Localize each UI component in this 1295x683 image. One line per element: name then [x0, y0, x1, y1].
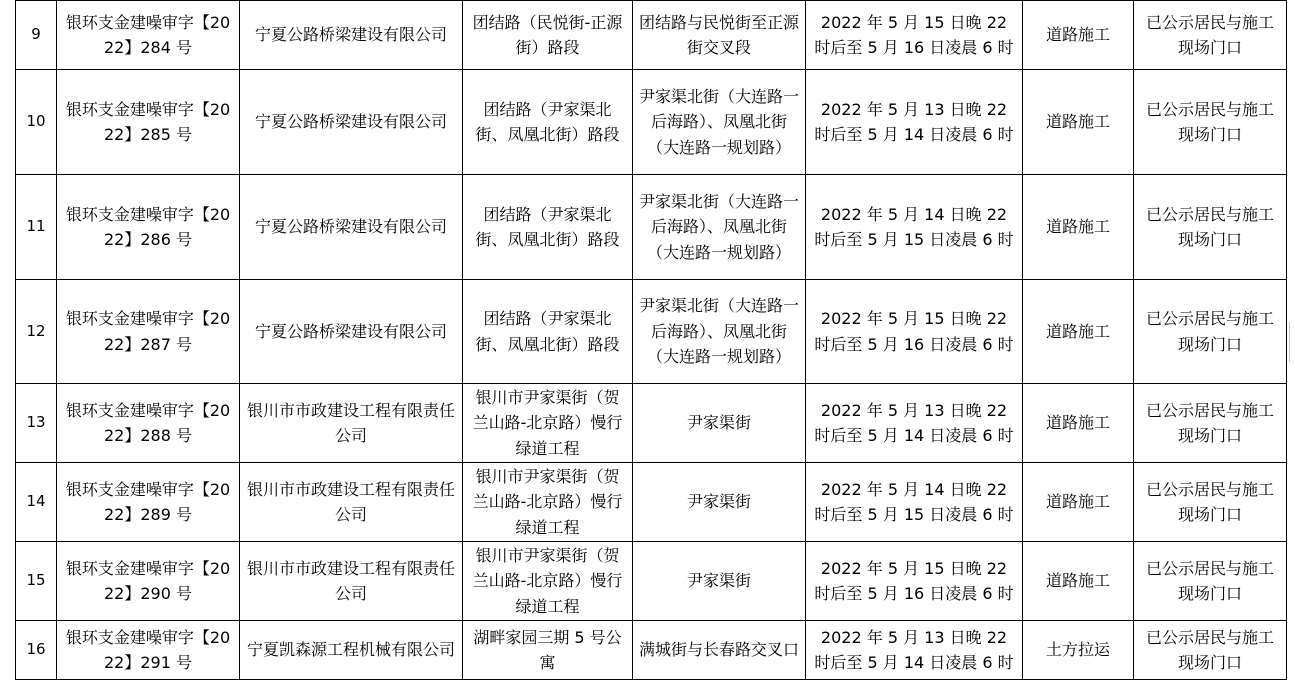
time-cell: 2022 年 5 月 13 日晚 22 时后至 5 月 14 日凌晨 6 时 — [806, 384, 1023, 463]
project-cell: 银川市尹家渠街（贺兰山路-北京路）慢行绿道工程 — [463, 463, 633, 542]
notice-cell: 已公示居民与施工现场门口 — [1134, 280, 1287, 384]
project-cell: 团结路（尹家渠北街、凤凰北街）路段 — [463, 175, 633, 280]
notice-cell: 已公示居民与施工现场门口 — [1134, 542, 1287, 621]
table-row — [16, 384, 1287, 463]
project-cell: 团结路（尹家渠北街、凤凰北街）路段 — [463, 70, 633, 175]
row-index-cell: 15 — [16, 542, 57, 621]
company-cell: 银川市市政建设工程有限责任公司 — [240, 463, 463, 542]
row-index-cell: 16 — [16, 621, 57, 680]
work-type-cell: 土方拉运 — [1023, 621, 1134, 680]
company-cell: 宁夏公路桥梁建设有限公司 — [240, 175, 463, 280]
row-index-cell: 11 — [16, 175, 57, 280]
location-cell: 尹家渠街 — [633, 463, 806, 542]
location-cell: 尹家渠街 — [633, 384, 806, 463]
row-index-cell: 10 — [16, 70, 57, 175]
permit-number-cell: 银环支金建噪审字【2022】285 号 — [57, 70, 240, 175]
project-cell: 银川市尹家渠街（贺兰山路-北京路）慢行绿道工程 — [463, 542, 633, 621]
company-cell: 银川市市政建设工程有限责任公司 — [240, 542, 463, 621]
permit-number-cell: 银环支金建噪审字【2022】290 号 — [57, 542, 240, 621]
row-index-cell: 13 — [16, 384, 57, 463]
scroll-edge-marker[interactable] — [1289, 322, 1295, 362]
notice-cell: 已公示居民与施工现场门口 — [1134, 175, 1287, 280]
location-cell: 尹家渠北街（大连路一后海路）、凤凰北街（大连路一规划路） — [633, 280, 806, 384]
permit-number-cell: 银环支金建噪审字【2022】286 号 — [57, 175, 240, 280]
permit-number-cell: 银环支金建噪审字【2022】288 号 — [57, 384, 240, 463]
permit-table-container — [15, 0, 1286, 680]
table-row — [16, 542, 1287, 621]
time-cell: 2022 年 5 月 15 日晚 22 时后至 5 月 16 日凌晨 6 时 — [806, 542, 1023, 621]
table-row — [16, 621, 1287, 680]
night-construction-permit-table — [15, 0, 1287, 680]
time-cell: 2022 年 5 月 13 日晚 22 时后至 5 月 14 日凌晨 6 时 — [806, 70, 1023, 175]
company-cell: 宁夏凯森源工程机械有限公司 — [240, 621, 463, 680]
permit-number-cell: 银环支金建噪审字【2022】284 号 — [57, 1, 240, 70]
work-type-cell: 道路施工 — [1023, 463, 1134, 542]
row-index-cell: 12 — [16, 280, 57, 384]
location-cell: 团结路与民悦街至正源街交叉段 — [633, 1, 806, 70]
time-cell: 2022 年 5 月 15 日晚 22 时后至 5 月 16 日凌晨 6 时 — [806, 1, 1023, 70]
table-row — [16, 1, 1287, 70]
work-type-cell: 道路施工 — [1023, 70, 1134, 175]
row-index-cell: 9 — [16, 1, 57, 70]
company-cell: 银川市市政建设工程有限责任公司 — [240, 384, 463, 463]
location-cell: 尹家渠北街（大连路一后海路）、凤凰北街（大连路一规划路） — [633, 175, 806, 280]
notice-cell: 已公示居民与施工现场门口 — [1134, 463, 1287, 542]
table-row — [16, 463, 1287, 542]
company-cell: 宁夏公路桥梁建设有限公司 — [240, 70, 463, 175]
time-cell: 2022 年 5 月 15 日晚 22 时后至 5 月 16 日凌晨 6 时 — [806, 280, 1023, 384]
company-cell: 宁夏公路桥梁建设有限公司 — [240, 280, 463, 384]
location-cell: 尹家渠北街（大连路一后海路）、凤凰北街（大连路一规划路） — [633, 70, 806, 175]
work-type-cell: 道路施工 — [1023, 1, 1134, 70]
project-cell: 湖畔家园三期 5 号公寓 — [463, 621, 633, 680]
permit-number-cell: 银环支金建噪审字【2022】291 号 — [57, 621, 240, 680]
table-row — [16, 280, 1287, 384]
notice-cell: 已公示居民与施工现场门口 — [1134, 621, 1287, 680]
notice-cell: 已公示居民与施工现场门口 — [1134, 1, 1287, 70]
work-type-cell: 道路施工 — [1023, 384, 1134, 463]
table-body — [16, 1, 1287, 680]
table-row — [16, 70, 1287, 175]
row-index-cell: 14 — [16, 463, 57, 542]
notice-cell: 已公示居民与施工现场门口 — [1134, 70, 1287, 175]
time-cell: 2022 年 5 月 14 日晚 22 时后至 5 月 15 日凌晨 6 时 — [806, 175, 1023, 280]
project-cell: 团结路（民悦街-正源街）路段 — [463, 1, 633, 70]
work-type-cell: 道路施工 — [1023, 542, 1134, 621]
work-type-cell: 道路施工 — [1023, 175, 1134, 280]
location-cell: 尹家渠街 — [633, 542, 806, 621]
project-cell: 团结路（尹家渠北街、凤凰北街）路段 — [463, 280, 633, 384]
company-cell: 宁夏公路桥梁建设有限公司 — [240, 1, 463, 70]
time-cell: 2022 年 5 月 14 日晚 22 时后至 5 月 15 日凌晨 6 时 — [806, 463, 1023, 542]
table-row — [16, 175, 1287, 280]
permit-number-cell: 银环支金建噪审字【2022】287 号 — [57, 280, 240, 384]
project-cell: 银川市尹家渠街（贺兰山路-北京路）慢行绿道工程 — [463, 384, 633, 463]
permit-number-cell: 银环支金建噪审字【2022】289 号 — [57, 463, 240, 542]
location-cell: 满城街与长春路交叉口 — [633, 621, 806, 680]
time-cell: 2022 年 5 月 13 日晚 22 时后至 5 月 14 日凌晨 6 时 — [806, 621, 1023, 680]
work-type-cell: 道路施工 — [1023, 280, 1134, 384]
notice-cell: 已公示居民与施工现场门口 — [1134, 384, 1287, 463]
